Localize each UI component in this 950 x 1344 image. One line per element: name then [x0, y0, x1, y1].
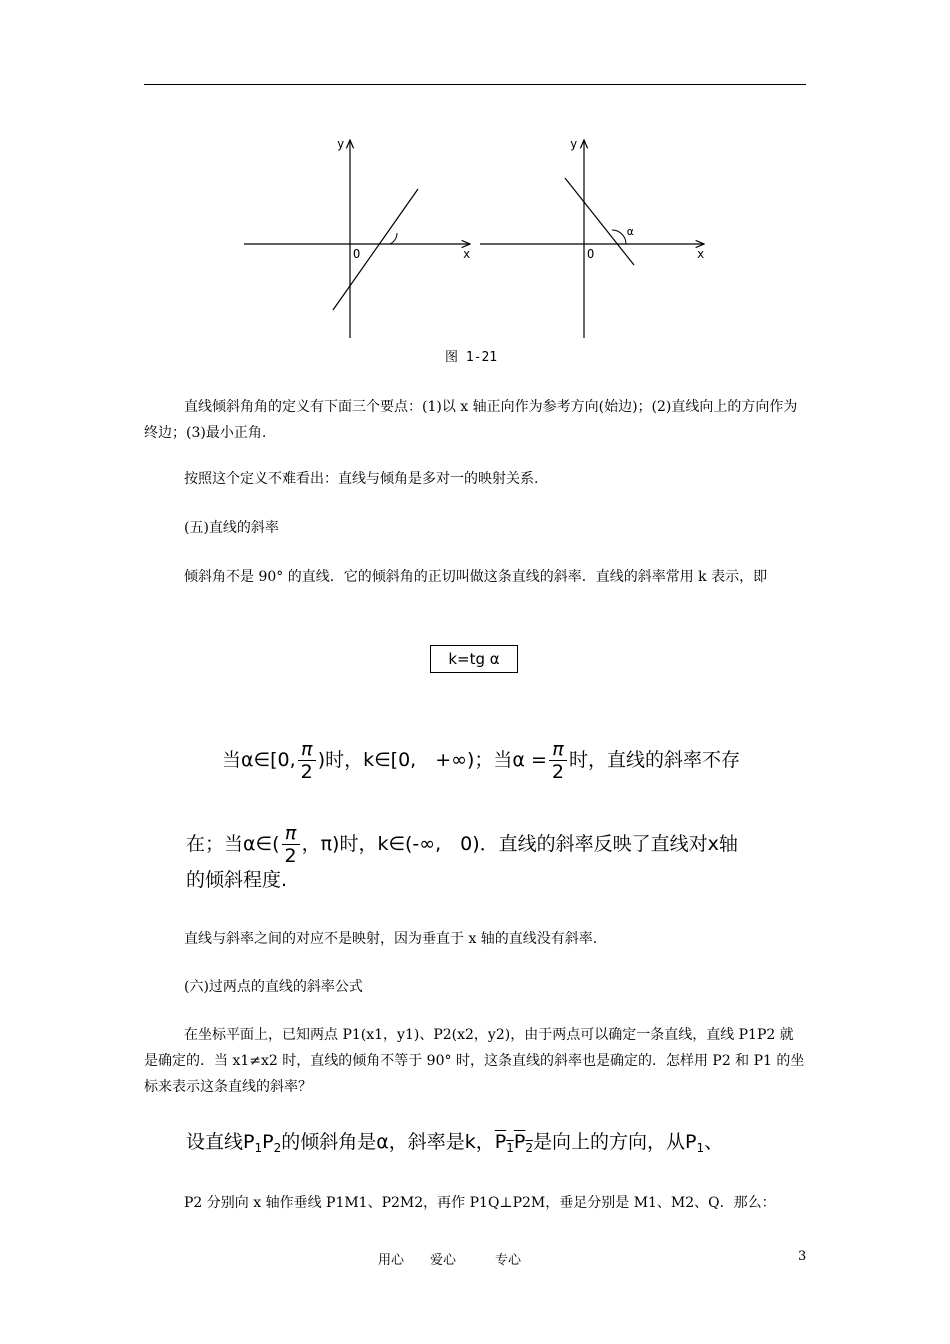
- math-line-4: [186, 1128, 723, 1162]
- math-line-1-b: )时，k∈[0, +∞)；当α =: [317, 749, 547, 771]
- figure-1-21: [236, 128, 716, 344]
- math-line-4-f: 是向上的方向，从P: [532, 1131, 697, 1153]
- paragraph-definition: 直线倾斜角角的定义有下面三个要点：(1)以 x 轴正向作为参考方向(始边)；(2)直线向上的方向作为终边；(3)最小正角.: [144, 399, 798, 441]
- right-angle-label: α: [627, 225, 634, 238]
- heading-slope: (五)直线的斜率: [184, 520, 279, 536]
- sub-2: 2: [273, 1141, 282, 1155]
- right-origin-label: O: [587, 247, 595, 261]
- left-plot: [244, 140, 470, 338]
- formula-box: k=tg α: [430, 645, 518, 673]
- footer-motto: 用心 爱心 专心: [378, 1253, 522, 1268]
- fraction-pi-over-2-c: $\frac{\pi}{2}$: [282, 822, 300, 867]
- left-y-label: y: [337, 137, 345, 151]
- right-x-label: x: [697, 247, 705, 261]
- vector-p1p2: $P_1P_2$: [494, 1131, 533, 1155]
- math-line-1: [222, 738, 740, 783]
- left-origin-label: O: [353, 247, 361, 261]
- right-y-label: y: [570, 137, 578, 151]
- math-line-1-a: 当α∈[0,: [222, 749, 296, 771]
- math-line-3: 的倾斜程度.: [186, 869, 288, 891]
- math-line-2: [186, 822, 738, 867]
- math-line-4-a: 设直线P: [186, 1131, 255, 1153]
- math-line-4-g: 、: [704, 1131, 724, 1153]
- right-plot: [480, 140, 704, 338]
- paragraph-perpendiculars: P2 分别向 x 轴作垂线 P1M1、P2M2，再作 P1Q⊥P2M，垂足分别是 M1、M2、Q．那么：: [184, 1195, 776, 1211]
- math-line-2-b: ，π)时，k∈(-∞, 0)．直线的斜率反映了直线对x轴: [301, 833, 738, 855]
- paragraph-slope-def: 倾斜角不是 90° 的直线．它的倾斜角的正切叫做这条直线的斜率．直线的斜率常用 k 表示，即: [184, 569, 768, 585]
- header-rule: [144, 84, 806, 85]
- paragraph-not-mapping: 直线与斜率之间的对应不是映射，因为垂直于 x 轴的直线没有斜率.: [184, 931, 598, 947]
- sub-1: 1: [254, 1141, 263, 1155]
- page-number: 3: [798, 1249, 807, 1264]
- paragraph-mapping: 按照这个定义不难看出：直线与倾角是多对一的映射关系.: [184, 471, 539, 487]
- math-line-4-c: 的倾斜角是α，斜率是k，: [281, 1131, 495, 1153]
- sub-1b: 1: [696, 1141, 705, 1155]
- heading-two-point-formula: (六)过两点的直线的斜率公式: [184, 979, 363, 995]
- math-line-4-b: P: [262, 1131, 274, 1153]
- figure-caption: 图 1-21: [445, 350, 498, 365]
- left-x-label: x: [463, 247, 471, 261]
- left-inclined-line: [333, 189, 418, 310]
- right-angle-arc: [612, 230, 626, 244]
- paragraph-two-points: 在坐标平面上，已知两点 P1(x1，y1)、P2(x2，y2)，由于两点可以确定一条直线，直线 P1P2 就是确定的．当 x1≠x2 时，直线的倾角不等于 90° 时，这条直线的斜率也是确定的．怎样用 P2 和 P1 的坐标来表示这条直线的斜率？: [144, 1027, 805, 1095]
- math-line-2-a: 在；当α∈(: [186, 833, 280, 855]
- math-line-1-c: 时，直线的斜率不存: [568, 749, 740, 771]
- right-inclined-line: [565, 178, 634, 265]
- left-angle-arc: [390, 233, 397, 244]
- fraction-pi-over-2-b: $\frac{\pi}{2}$: [549, 738, 567, 783]
- fraction-pi-over-2: $\frac{\pi}{2}$: [298, 738, 316, 783]
